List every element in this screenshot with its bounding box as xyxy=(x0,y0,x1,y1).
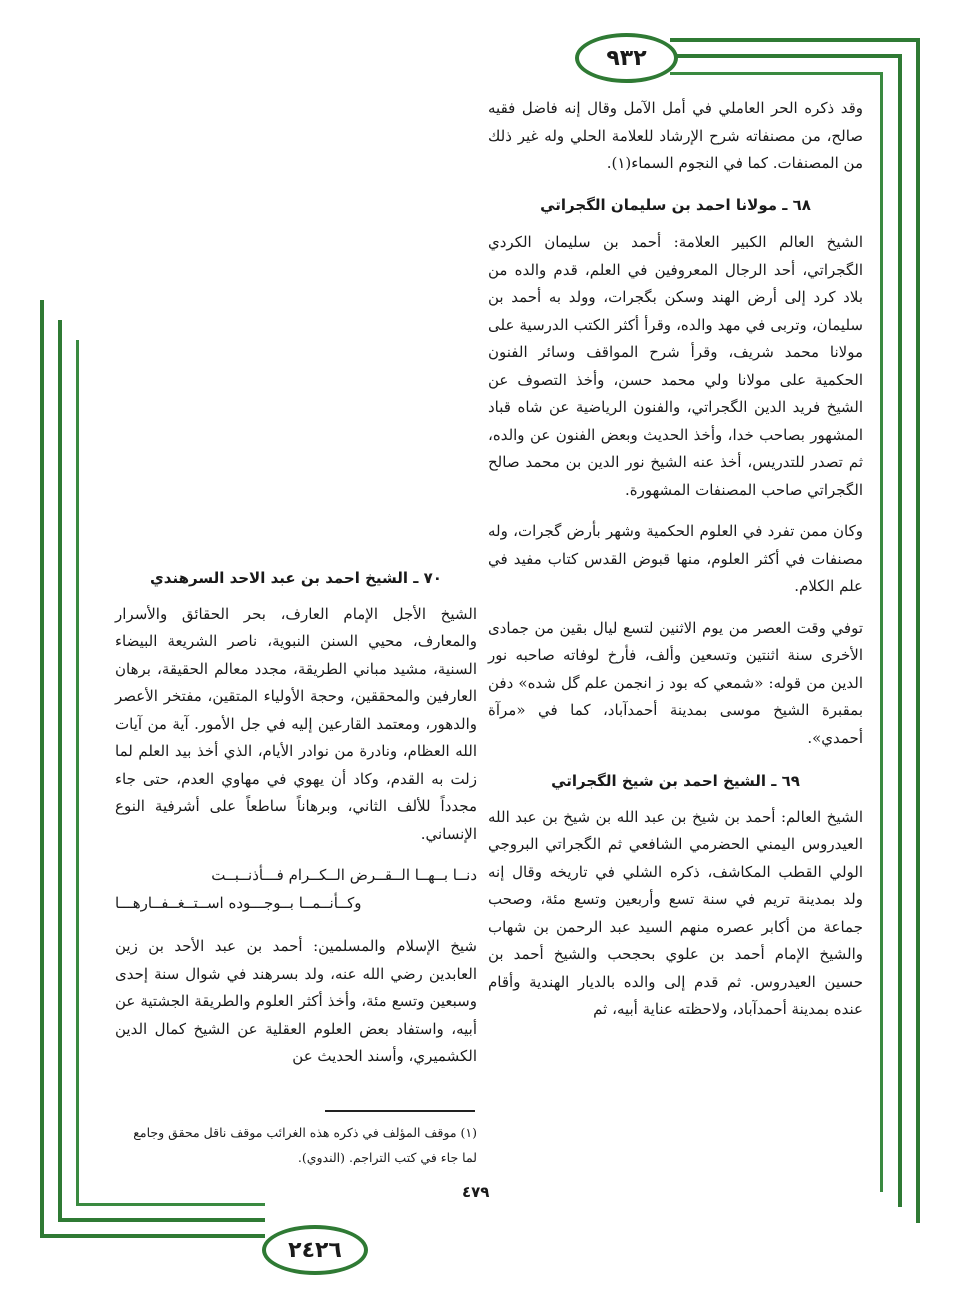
frame-line xyxy=(880,72,883,1192)
footnote-separator xyxy=(325,1110,475,1112)
paragraph-68-3: توفي وقت العصر من يوم الاثنين لتسع ليال بقين من جمادى الأخرى سنة اثنتين وتسعين وألف، فأرخ لوفاته صاحبه نور الدين من قوله: «شمعي كه بود ز انجمن علم گل شده» دفن بمقبرة الشيخ موسى بمدينة أحمدآباد، كما في «مرآة أحمدي». xyxy=(488,618,863,747)
paragraph-68-1: الشيخ العالم الكبير العلامة: أحمد بن سليمان الكردي الگجراتي، أحد الرجال المعروفين في العلم، قدم والده من بلاد كرد إلى أرض الهند وسكن بگجرات، وولد به أحمد بن سليمان، وتربى في مهد والده، وقرأ أكثر الكتب الدرسية على مولانا محمد شريف، وقرأ شرح المواقف وسائر الفنون الحكمية على مولانا ولي محمد حسن، وأخذ التصوف عن الشيخ فريد الدين الگجراتي، والفنون الرياضية عن شاه قباد المشهور بصاحب خدا، وأخذ الحديث وبعض الفنون عن والده، ثم تصدر للتدريس، أخذ عنه الشيخ نور الدين بن محمد صالح الگجراتي صاحب المصنفات المشهورة. xyxy=(488,233,863,499)
frame-line xyxy=(670,72,883,75)
printed-page-number: ٤٧٩ xyxy=(462,1183,490,1201)
verse-line-1: دنــا بــهــا الــقــرض الــكــرام فـــأذنــبــت xyxy=(211,866,477,884)
bottom-page-number-text: ٢٤٢٦ xyxy=(288,1237,342,1263)
paragraph-70-2: شيخ الإسلام والمسلمين: أحمد بن عبد الأحد بن زين العابدين رضي الله عنه، ولد بسرهند في شوال سنة إحدى وسبعين وتسع مئة، وأخذ أكثر العلوم والطريقة الجشتية عن أبيه، واستفاد بعض العلوم العقلية عن الشيخ كمال الدين الكشميري، وأسند الحديث عن xyxy=(115,937,477,1065)
section-heading-69: ٦٩ ـ الشيخ احمد بن شيخ الگجراتي xyxy=(551,772,800,790)
intro-paragraph: وقد ذكره الحر العاملي في أمل الآمل وقال إنه فاضل فقيه صالح، من مصنفاته شرح الإرشاد للعلامة الحلي وله غير ذلك من المصنفات. كما في النجوم السماء(١). xyxy=(488,99,863,172)
frame-line xyxy=(670,38,920,42)
frame-line xyxy=(40,300,44,1238)
frame-line xyxy=(40,1234,265,1238)
footnote: (١) موقف المؤلف في ذكره هذه الغرائب موقف ناقل محقق وجامع لما جاء في كتب التراجم. (الندوي). xyxy=(133,1125,477,1165)
right-column xyxy=(488,95,863,1038)
section-heading-68: ٦٨ ـ مولانا احمد بن سليمان الگجراتي xyxy=(540,195,811,214)
left-column xyxy=(115,565,477,1085)
paragraph-69: الشيخ العالم: أحمد بن شيخ بن عبد الله بن شيخ بن عبد الله العيدروس اليمني الحضرمي الشافعي ثم الگجراتي البروجي الولي القطب المكاشف، ذكره الشلي في تاريخه وقال إنه ولد بمدينة تريم في سنة تسع وأربعين وتسع مئة، وصحب جماعة من أكابر عصره منهم السيد عبد الرحمن بن شهاب والشيخ الإمام أحمد بن علوي بحجحب والشيخ أحمد بن حسين العيدروس. ثم قدم إلى والده بالديار الهندية وأقام عنده بمدينة أحمدآباد، ولاحظته عناية أبيه، ثم xyxy=(488,807,863,1018)
top-page-number-text: ٩٣٢ xyxy=(606,45,647,71)
frame-line xyxy=(58,1218,265,1222)
frame-line xyxy=(916,38,920,1223)
frame-line xyxy=(76,1203,265,1206)
frame-line xyxy=(898,54,902,1207)
paragraph-70-1: الشيخ الأجل الإمام العارف، بحر الحقائق والأسرار والمعارف، محيي السنن النبوية، ناصر الشريعة البيضاء السنية، مشيد مباني الطريقة، مجدد معالم الحقيقة، برهان العارفين والمحققين، وحجة الأولياء المتقين، مفتخر الأعصر والدهور، ومعتمد القارعين إليه في جل الأمور. آية من آيات الله العظام، ونادرة من نوادر الأيام، الذي أخذ بيد العلم لما زلت به القدم، وكاد أن يهوي في مهاوي العدم، حتى جاء مجدداً للألف الثاني، وبرهاناً ساطعاً على أشرفية النوع الإنساني. xyxy=(115,604,477,843)
section-heading-70: ٧٠ ـ الشيخ احمد بن عبد الاحد السرهندي xyxy=(150,569,442,587)
top-page-number xyxy=(575,33,678,83)
frame-line xyxy=(670,54,902,58)
frame-line xyxy=(76,340,79,1206)
verse-line-2: وكــأنــمــا بــوجـــوده اســتــغــفــارهـــا xyxy=(115,893,362,912)
paragraph-68-2: وكان ممن تفرد في العلوم الحكمية وشهر بأرض گجرات، وله مصنفات في أكثر العلوم، منها قبوض القدس كتاب مفيد في علم الكلام. xyxy=(488,522,863,595)
bottom-page-number xyxy=(262,1225,368,1275)
frame-line xyxy=(58,320,62,1222)
